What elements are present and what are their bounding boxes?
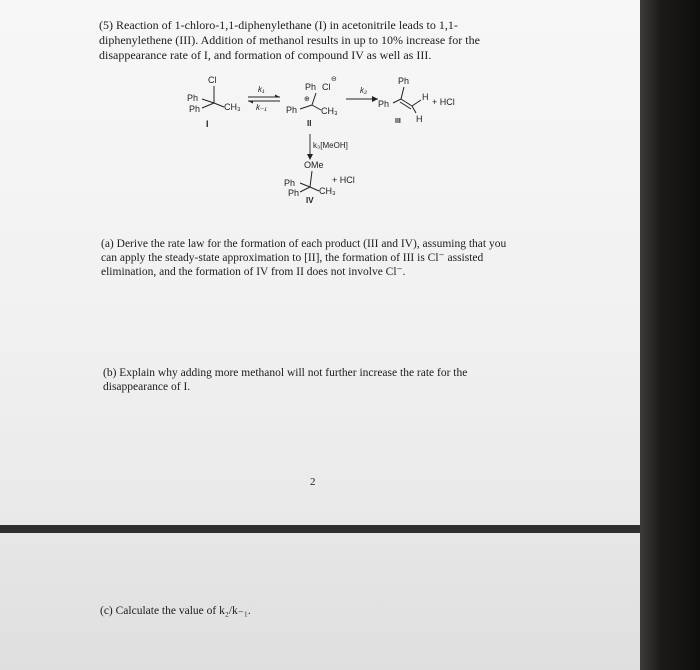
screen-bezel [640, 0, 700, 670]
reverse-arrow-head [248, 101, 253, 104]
question-part-b [103, 366, 535, 394]
bond-II-ph-left [300, 105, 312, 109]
intro-line-1: (5) Reaction of 1-chloro-1,1-diphenylethane (I) in acetonitrile leads to 1,1- [99, 18, 458, 32]
scheme-h-III-top: H [422, 92, 429, 102]
scheme-ph-II-left: Ph [286, 105, 298, 115]
scheme-hcl-III: + HCl [432, 97, 455, 107]
bond-I-ch3 [214, 103, 224, 107]
scheme-cl-anion: Cl [322, 82, 331, 92]
forward-arrow-head [275, 95, 280, 98]
rate-constant-k-minus1: k₋₁ [256, 103, 267, 112]
label-compound-III: III [395, 118, 401, 125]
scheme-cl-I: Cl [208, 75, 217, 85]
question-part-c: (c) Calculate the value of k₂/k₋₁. [100, 605, 251, 617]
reaction-scheme [180, 70, 480, 210]
anion-charge: ⊖ [331, 76, 337, 83]
label-compound-I: I [206, 119, 209, 129]
page-separator [0, 525, 640, 533]
intro-line-2: diphenylethene (III). Addition of methanol results in up to 10% increase for the [99, 33, 480, 47]
bond-III-ph-top [401, 87, 404, 99]
cation-charge: ⊕ [304, 96, 310, 103]
scheme-ph-III-left: Ph [378, 99, 390, 109]
bond-I-ph-top [202, 99, 214, 103]
scheme-ph-I-bottom: Ph [189, 104, 201, 114]
scheme-ch3-I: CH₃ [224, 102, 241, 112]
bond-III-double-1 [401, 99, 412, 106]
rate-constant-k1: k₁ [258, 85, 265, 94]
bond-II-ph-top [312, 93, 316, 105]
scheme-ph-IV-bottom: Ph [288, 188, 300, 198]
bond-IV-ome [310, 171, 312, 187]
rate-constant-k3-meoh: k₃[MeOH] [313, 141, 348, 150]
bond-IV-ph-top [300, 183, 310, 187]
bond-III-h-bottom [412, 106, 416, 113]
part-b-line-1: (b) Explain why adding more methanol will not further increase the rate for the [103, 367, 468, 379]
part-a-line-1: (a) Derive the rate law for the formation of each product (III and IV), assuming that you [101, 238, 507, 250]
part-b-line-2: disappearance of I. [103, 381, 191, 393]
rate-constant-k2: k₂ [360, 86, 368, 95]
worksheet-next-page [0, 533, 640, 670]
label-compound-IV: IV [306, 196, 314, 205]
part-a-line-3: elimination, and the formation of IV from II does not involve Cl⁻. [101, 266, 406, 278]
scheme-h-III-bottom: H [416, 114, 423, 124]
page-number: 2 [310, 476, 316, 488]
bond-IV-ph-bottom [300, 187, 310, 192]
scheme-ph-II-top: Ph [305, 82, 317, 92]
bond-III-h-top [412, 100, 421, 106]
scheme-ph-III-top: Ph [398, 76, 410, 86]
intro-line-3: disappearance rate of I, and formation of compound IV as well as III. [99, 48, 432, 62]
bond-IV-ch3 [310, 187, 319, 191]
bond-II-ch3 [312, 105, 321, 110]
part-a-line-2: can apply the steady-state approximation to [II], the formation of III is Cl⁻ assisted [101, 252, 484, 264]
bond-I-ph-bottom [202, 103, 214, 108]
scheme-ph-I-top: Ph [187, 93, 199, 103]
scheme-ch3-II: CH₃ [321, 106, 338, 116]
question-part-a [101, 237, 539, 279]
question-intro [99, 18, 504, 63]
label-compound-II: II [307, 119, 312, 128]
scheme-ch3-IV: CH₃ [319, 186, 336, 196]
bond-III-double-2 [400, 102, 411, 109]
scheme-ome-IV: OMe [304, 160, 324, 170]
scheme-ph-IV-top: Ph [284, 178, 296, 188]
scheme-hcl-IV: + HCl [332, 175, 355, 185]
